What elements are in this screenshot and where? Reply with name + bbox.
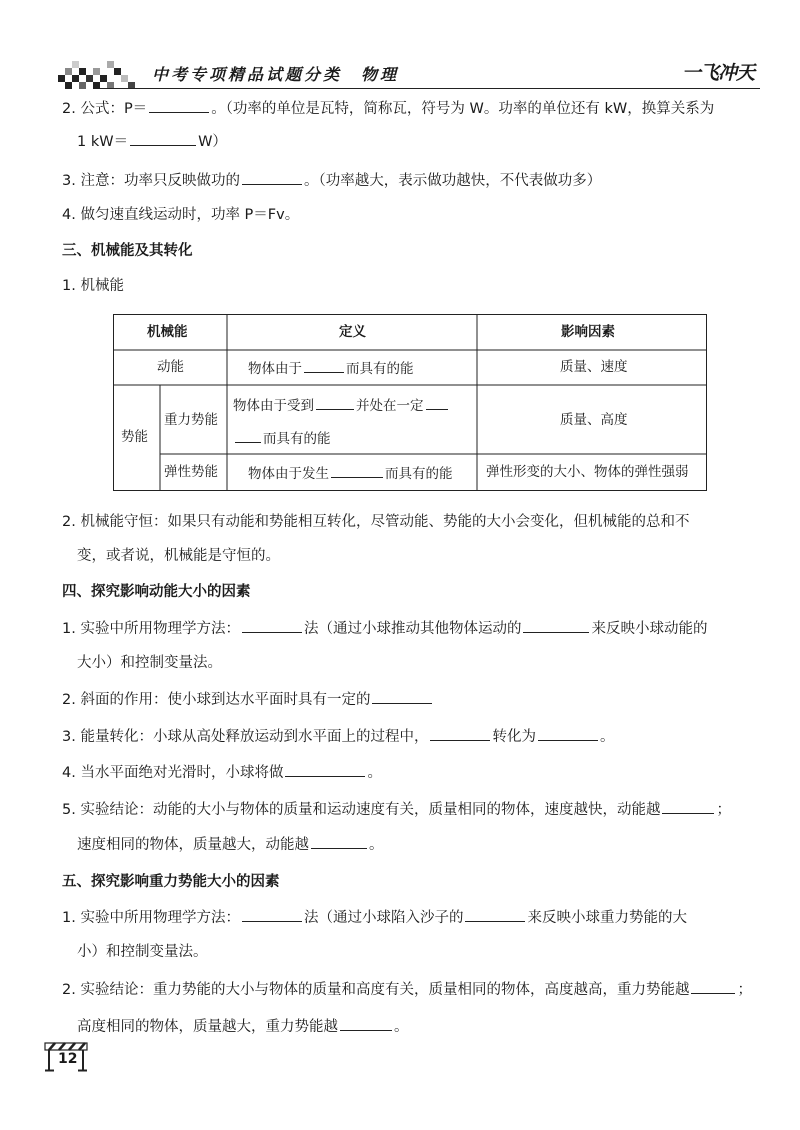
row-kinetic-factors: 质量、速度 [560,359,628,375]
section-4-item-5-cont: 速度相同的物体，质量越大，动能越 。 [77,834,384,855]
row-elastic-def: 物体由于发生 而具有的能 [248,463,453,483]
row-potential-group: 势能 [121,429,148,445]
row-kinetic-name: 动能 [157,359,184,375]
answer-blank[interactable] [235,428,261,443]
section-4-item-5: 5. 实验结论：动能的大小与物体的质量和运动速度有关，质量相同的物体，速度越快，动能越 ； [62,799,731,820]
answer-blank[interactable] [149,98,209,113]
page-header [40,55,760,91]
col-header-energy: 机械能 [147,324,188,340]
header-title: 中考专项精品试题分类 物理 [152,65,400,84]
brand-logo: 一飞冲天 [681,62,754,84]
row-elastic-name: 弹性势能 [164,464,218,480]
section-4-item-1-cont: 大小）和控制变量法。 [77,655,222,671]
answer-blank[interactable] [372,689,432,704]
answer-blank[interactable] [465,907,525,922]
section-3-item-2: 2. 机械能守恒：如果只有动能和势能相互转化，尽管动能、势能的大小会变化，但机械能的总和不 [62,514,690,530]
answer-blank[interactable] [691,979,735,994]
power-item-2: 2. 公式：P＝ 。（功率的单位是瓦特，简称瓦，符号为 W。功率的单位还有 kW，换算关系为 [62,98,714,119]
answer-blank[interactable] [523,618,589,633]
answer-blank[interactable] [426,395,448,410]
row-gravity-def-1: 物体由于受到 并处在一定 [233,395,450,415]
section-4-item-1: 1. 实验中所用物理学方法： 法（通过小球推动其他物体运动的 来反映小球动能的 [62,618,707,639]
answer-blank[interactable] [331,463,383,478]
answer-blank[interactable] [285,762,365,777]
power-item-3: 3. 注意：功率只反映做功的 。（功率越大，表示做功越快，不代表做功多） [62,170,601,191]
answer-blank[interactable] [538,726,598,741]
section-4-item-3: 3. 能量转化：小球从高处释放运动到水平面上的过程中， 转化为 。 [62,726,614,747]
section-5-item-2-cont: 高度相同的物体，质量越大，重力势能越 。 [77,1016,409,1037]
answer-blank[interactable] [662,799,714,814]
answer-blank[interactable] [242,618,302,633]
section-5-item-1-cont: 小）和控制变量法。 [77,944,208,960]
header-divider [100,88,760,89]
page-number-badge [44,1042,88,1072]
row-elastic-factors: 弹性形变的大小、物体的弹性强弱 [486,464,689,480]
answer-blank[interactable] [311,834,367,849]
section-3-item-1: 1. 机械能 [62,278,124,294]
col-header-factors: 影响因素 [561,324,615,340]
mechanical-energy-table [113,314,707,491]
row-gravity-factors: 质量、高度 [560,412,628,428]
section-5-item-1: 1. 实验中所用物理学方法： 法（通过小球陷入沙子的 来反映小球重力势能的大 [62,907,687,928]
section-4-item-4: 4. 当水平面绝对光滑时，小球将做 。 [62,762,382,783]
power-item-2-cont: 1 kW＝ W） [77,131,227,152]
section-4-title: 四、探究影响动能大小的因素 [62,584,251,600]
checker-mosaic-icon [58,61,142,89]
page-number: 12 [58,1051,78,1067]
section-5-title: 五、探究影响重力势能大小的因素 [62,874,280,890]
col-header-definition: 定义 [339,324,366,340]
answer-blank[interactable] [304,358,344,373]
row-gravity-def-2: 而具有的能 [233,428,331,448]
answer-blank[interactable] [430,726,490,741]
section-4-item-2: 2. 斜面的作用：使小球到达水平面时具有一定的 [62,689,434,710]
answer-blank[interactable] [130,131,196,146]
answer-blank[interactable] [340,1016,392,1031]
section-3-item-2-cont: 变，或者说，机械能是守恒的。 [77,548,280,564]
row-kinetic-def: 物体由于 而具有的能 [248,358,414,378]
answer-blank[interactable] [242,170,302,185]
section-3-title: 三、机械能及其转化 [62,243,193,259]
answer-blank[interactable] [242,907,302,922]
answer-blank[interactable] [316,395,354,410]
power-item-4: 4. 做匀速直线运动时，功率 P＝Fv。 [62,207,300,223]
section-5-item-2: 2. 实验结论：重力势能的大小与物体的质量和高度有关，质量相同的物体，高度越高，重力势能越 ； [62,979,752,1000]
row-gravity-name: 重力势能 [164,412,218,428]
